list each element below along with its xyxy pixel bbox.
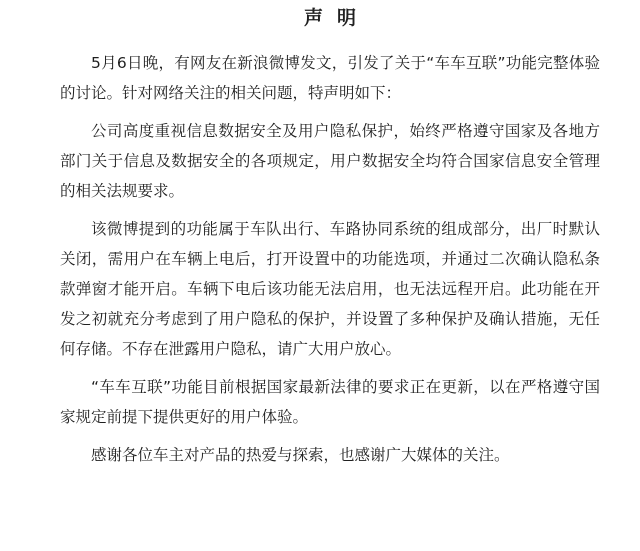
paragraph-update: “车车互联”功能目前根据国家最新法律的要求正在更新，以在严格遵守国家规定前提下提供更好的用户体验。 — [60, 378, 600, 426]
paragraph-intro: 5月6日晚，有网友在新浪微博发文，引发了关于“车车互联”功能完整体验的讨论。针对网络关注的相关问题，特声明如下： — [60, 54, 600, 102]
paragraph-feature-description: 该微博提到的功能属于车队出行、车路协同系统的组成部分，出厂时默认关闭，需用户在车辆上电后，打开设置中的功能选项，并通过二次确认隐私条款弹窗才能开启。车辆下电后该功能无法启用，也无法远程开启。此功能在开发之初就充分考虑到了用户隐私的保护，并设置了多种保护及确认措施，无任何存储。不存在泄露用户隐私，请广大用户放心。 — [60, 220, 600, 358]
paragraph-thanks: 感谢各位车主对产品的热爱与探索，也感谢广大媒体的关注。 — [91, 446, 510, 464]
paragraph-data-security: 公司高度重视信息数据安全及用户隐私保护，始终严格遵守国家及各地方部门关于信息及数据安全的各项规定，用户数据安全均符合国家信息安全管理的相关法规要求。 — [60, 122, 600, 200]
document-title: 声明 — [303, 7, 370, 29]
